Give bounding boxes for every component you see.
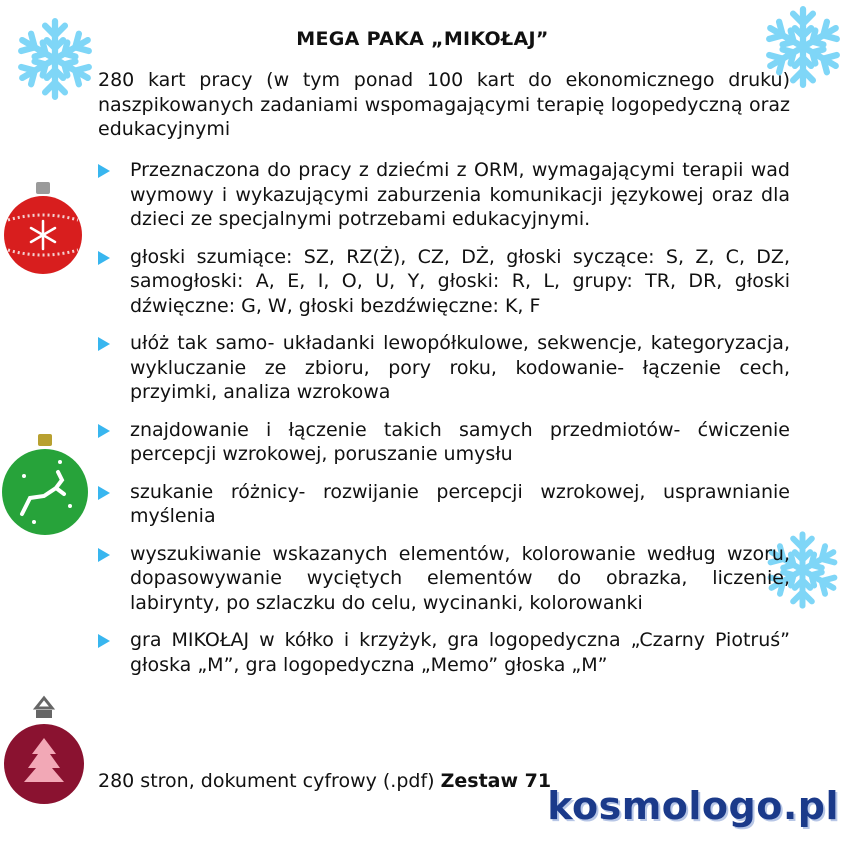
red-ornament-icon	[2, 180, 84, 276]
list-item: wyszukiwanie wskazanych elementów, kolorowanie według wzoru, dopasowywanie wyciętych elementów do obrazka, liczenie, labirynty, po szlaczku do celu, wycinanki, kolorowanki	[98, 542, 790, 616]
bullet-arrow-icon	[98, 424, 110, 438]
bullet-arrow-icon	[98, 337, 110, 351]
bullet-arrow-icon	[98, 548, 110, 562]
bullet-arrow-icon	[98, 634, 110, 648]
intro-text: 280 kart pracy (w tym ponad 100 kart do ekonomicznego druku) naszpikowanych zadaniami wspomagającymi terapię logopedyczną oraz edukacyjnymi	[98, 69, 790, 140]
footer-line: 280 stron, dokument cyfrowy (.pdf) Zestaw 71	[98, 770, 552, 792]
list-item: znajdowanie i łączenie takich samych przedmiotów- ćwiczenie percepcji wzrokowej, poruszanie umysłu	[98, 418, 790, 467]
green-ornament-icon	[0, 432, 90, 536]
bullet-arrow-icon	[98, 251, 110, 265]
brand-logo: kosmologo.pl	[547, 784, 839, 828]
list-item: Przeznaczona do pracy z dziećmi z ORM, wymagającymi terapii wad wymowy i wykazującymi zaburzenia komunikacji językowej oraz dla dzieci ze specjalnymi potrzebami edukacyjnymi.	[98, 158, 790, 232]
list-item: głoski szumiące: SZ, RZ(Ż), CZ, DŻ, głoski syczące: S, Z, C, DZ, samogłoski: A, E, I, O, U, Y, głoski: R, L, grupy: TR, DR, głoski dźwięczne: G, W, głoski bezdźwięczne: K, F	[98, 245, 790, 319]
list-item: ułóż tak samo- układanki lewopółkulowe, sekwencje, kategoryzacja, wykluczanie ze zbioru, pory roku, kodowanie- łączenie cech, przyimki, analiza wzrokowa	[98, 331, 790, 405]
set-number: Zestaw 71	[440, 770, 552, 792]
bullet-arrow-icon	[98, 486, 110, 500]
maroon-ornament-icon	[2, 694, 86, 806]
feature-list	[98, 158, 790, 690]
list-item: szukanie różnicy- rozwijanie percepcji wzrokowej, usprawnianie myślenia	[98, 480, 790, 529]
list-item: gra MIKOŁAJ w kółko i krzyżyk, gra logopedyczna „Czarny Piotruś” głoska „M”, gra logopedyczna „Memo” głoska „M”	[98, 628, 790, 677]
bullet-arrow-icon	[98, 164, 110, 178]
page-title: MEGA PAKA „MIKOŁAJ”	[296, 28, 549, 50]
